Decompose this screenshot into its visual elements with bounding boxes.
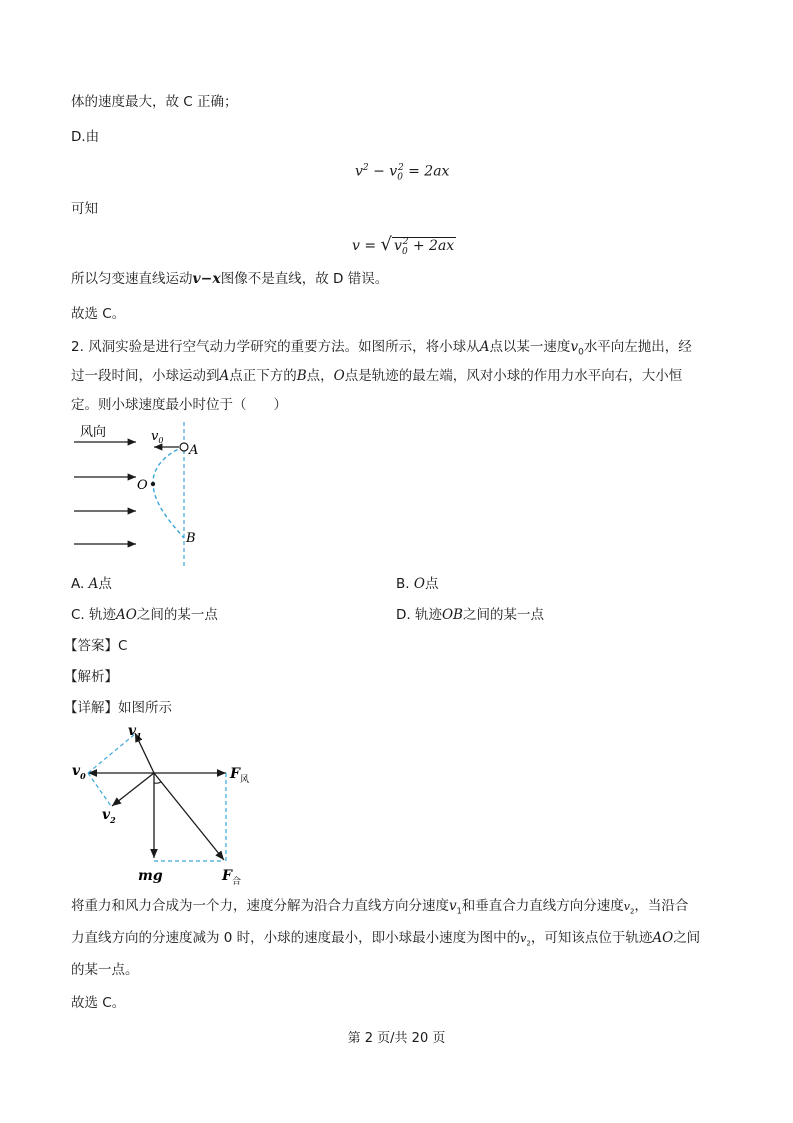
option-b-prefix: B. [396, 576, 410, 592]
expl-v2-sub: 2 [629, 907, 635, 916]
explanation-1c: ，当沿合 [634, 898, 689, 914]
vx-label: v−x [192, 271, 221, 287]
fig1-v0-label [151, 429, 163, 445]
expl-v1-sub: 1 [456, 906, 462, 916]
text-line-4a: 所以匀变速直线运动 [71, 271, 193, 287]
option-b-symbol: O [413, 576, 425, 592]
question-line-3: 定。则小球速度最小时位于（ ） [71, 397, 287, 413]
option-a-prefix: A. [71, 576, 85, 592]
fig2-v2-label [102, 807, 116, 825]
explanation-line-3: 的某一点。 [71, 962, 139, 978]
expl-v2b-sub: 2 [526, 939, 531, 948]
detail-label: 【详解】 [64, 700, 118, 716]
wind-label: 风向 [80, 425, 107, 440]
option-c-prefix: C. 轨迹 [71, 607, 117, 623]
fig1-o-label: O [137, 478, 148, 493]
option-b-text: 点 [424, 576, 439, 592]
explanation-line-4: 故选 C。 [71, 995, 126, 1011]
analysis-label: 【解析】 [64, 669, 118, 685]
symbol-a: A [479, 339, 490, 355]
dashed-v0-v1 [88, 734, 135, 773]
page-footer: 第 2 页/共 20 页 [347, 1031, 446, 1046]
option-c[interactable] [71, 606, 218, 624]
text-line-4 [71, 270, 388, 288]
fig2-v2: v [102, 807, 111, 823]
fig2-mg-label: mg [138, 868, 163, 884]
fig2-v1: v [128, 723, 137, 739]
fig2-v1-label [128, 723, 142, 741]
ball-at-a [180, 443, 188, 451]
trajectory-curve [153, 447, 184, 538]
option-d-text: 之间的某一点 [462, 607, 544, 623]
fig1-b-label: B [186, 531, 196, 546]
fig2-fwind: F [230, 766, 240, 782]
point-o [151, 482, 155, 486]
detail-text: 如图所示 [118, 700, 172, 716]
fig2-v0-sub: 0 [80, 771, 86, 781]
symbol-o: O [333, 368, 345, 384]
fig2-fwind-label [229, 766, 249, 785]
symbol-v0-sub: 0 [578, 347, 584, 358]
question-text-2a: 过一段时间，小球运动到 [71, 368, 220, 384]
fig2-v1-sub: 1 [136, 731, 142, 741]
option-d-prefix: D. 轨迹 [396, 607, 442, 623]
expl-v2b: v [520, 932, 527, 945]
fig2-v2-sub: 2 [110, 815, 116, 825]
question-text-2c: 点， [306, 368, 334, 384]
detail-line [64, 699, 172, 717]
fig2-ftotal: F [222, 868, 232, 884]
explanation-line-2 [71, 929, 700, 953]
explanation-line-1 [71, 897, 688, 921]
option-d[interactable] [396, 606, 544, 624]
option-c-text: 之间的某一点 [136, 607, 218, 623]
explanation-1b: 和垂直合力直线方向分速度 [461, 898, 624, 914]
expl-ao: AO [652, 930, 674, 946]
option-a-symbol: A [88, 576, 99, 592]
question-text-1a: 风洞实验是进行空气动力学研究的重要方法。如图所示，将小球从 [88, 339, 480, 355]
question-line-2 [71, 367, 682, 385]
question-number: 2. [71, 339, 84, 355]
fig1-v-label: v [151, 429, 159, 444]
question-text-1c: 水平向左抛出，经 [583, 339, 692, 355]
text-line-2: D.由 [71, 129, 100, 145]
symbol-b: B [296, 368, 307, 384]
option-a-text: 点 [98, 576, 112, 592]
f-total-vector [154, 773, 224, 860]
explanation-2c: 之间 [673, 930, 701, 946]
explanation-2a: 力直线方向的分速度减为 0 时，小球的速度最小，即小球最小速度为图中的 [71, 930, 521, 946]
option-c-symbol: AO [116, 607, 137, 623]
option-d-symbol: OB [441, 607, 463, 623]
question-text-2d: 点是轨迹的最左端，风对小球的作用力水平向右，大小恒 [344, 368, 683, 384]
equation-2: v = √ $v_0^2 + 2ax$ [352, 234, 455, 257]
figure-force-decomposition [68, 720, 268, 892]
expl-v1: v [449, 898, 457, 914]
fig2-v0-label [72, 763, 86, 781]
answer-line [64, 637, 127, 655]
fig2-fwind-sub: 风 [239, 775, 249, 785]
expl-v2: v [623, 900, 630, 913]
question-text-1b: 点以某一速度 [489, 339, 571, 355]
answer-value: C [118, 638, 128, 654]
figure-wind-tunnel [66, 418, 226, 568]
fig1-v-sub: 0 [158, 436, 164, 445]
equation-1: $v^2 - v_0^2 = 2ax$ [355, 163, 450, 183]
text-line-1: 体的速度最大，故 C 正确； [71, 94, 238, 110]
question-line-1 [71, 338, 692, 362]
text-line-3: 可知 [71, 201, 98, 217]
text-line-4b: 图像不是直线，故 D 错误。 [220, 271, 389, 287]
fig2-ftotal-label [221, 868, 241, 887]
option-b[interactable] [396, 575, 438, 593]
text-line-5: 故选 C。 [71, 306, 126, 322]
fig2-v0: v [72, 763, 81, 779]
symbol-v0: v [570, 339, 579, 355]
fig2-ftotal-sub: 合 [231, 877, 241, 887]
option-a[interactable] [71, 575, 112, 593]
fig1-a-label: A [189, 443, 199, 458]
v2-vector [112, 773, 154, 806]
dashed-v0-v2 [88, 773, 111, 806]
angle-arc [154, 782, 161, 783]
question-text-2b: 点正下方的 [229, 368, 297, 384]
explanation-1a: 将重力和风力合成为一个力，速度分解为沿合力直线方向分速度 [71, 898, 449, 914]
answer-label: 【答案】 [64, 638, 118, 654]
explanation-2b: ，可知该点位于轨迹 [530, 930, 653, 946]
symbol-a: A [219, 368, 230, 384]
